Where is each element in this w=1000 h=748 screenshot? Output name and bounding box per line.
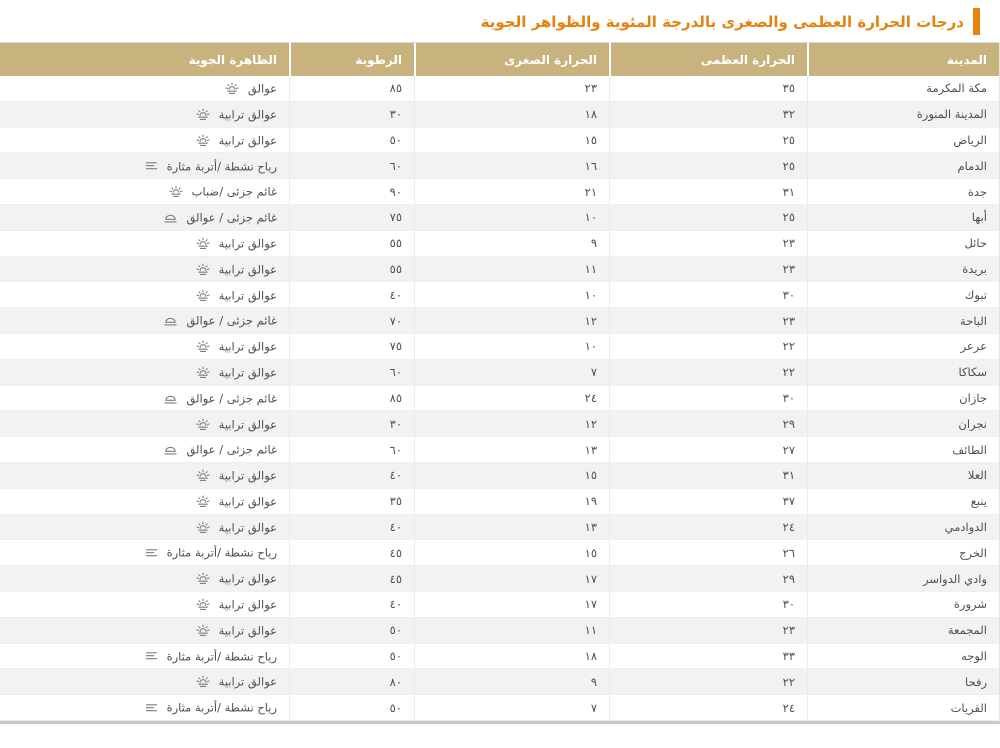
humidity-cell: ٧٥: [289, 205, 414, 231]
min-temp-cell: ١٥: [414, 540, 609, 566]
phenomenon-label: عوالق ترابية: [218, 571, 277, 586]
max-temp-cell: ٣٣: [609, 644, 807, 670]
city-cell: الوجه: [807, 644, 999, 670]
phenomenon-cell: [0, 153, 289, 179]
max-temp-cell: ٣٠: [609, 592, 807, 618]
phenomenon-label: عوالق ترابية: [218, 468, 277, 483]
phenomenon-label: رياح نشطة /أتربة مثارة: [166, 545, 277, 560]
humidity-cell: ٥٠: [289, 695, 414, 721]
phenomenon-label: عوالق ترابية: [218, 288, 277, 303]
humidity-cell: ٦٠: [289, 153, 414, 179]
min-temp-cell: ٩: [414, 669, 609, 695]
phenomenon-label: رياح نشطة /أتربة مثارة: [166, 649, 277, 664]
table-row: [0, 618, 999, 644]
haze-sun-icon: [225, 82, 239, 95]
table-row: [0, 566, 999, 592]
phenomenon-cell: [0, 592, 289, 618]
phenomenon-label: غائم جزئى / عوالق: [186, 210, 277, 225]
phenomenon-label: عوالق ترابية: [218, 365, 277, 380]
phenomenon-cell: [0, 515, 289, 541]
min-temp-cell: ٢٣: [414, 76, 609, 102]
max-temp-cell: ٣١: [609, 179, 807, 205]
max-temp-cell: ٢٩: [609, 566, 807, 592]
humidity-cell: ٤٥: [289, 540, 414, 566]
phenomenon-cell: [0, 386, 289, 412]
min-temp-cell: ١٩: [414, 489, 609, 515]
table-row: [0, 463, 999, 489]
humidity-cell: ٨٥: [289, 76, 414, 102]
table-row: [0, 515, 999, 541]
min-temp-cell: ١٢: [414, 308, 609, 334]
phenomenon-icon-slot: [196, 340, 210, 353]
table-row: [0, 489, 999, 515]
phenomenon-icon-slot: [163, 211, 178, 224]
max-temp-cell: ٢٢: [609, 334, 807, 360]
max-temp-cell: ٢٩: [609, 411, 807, 437]
city-cell: الباحة: [807, 308, 999, 334]
column-header-city: المدينة: [807, 43, 999, 76]
phenomenon-icon-slot: [145, 650, 158, 662]
phenomenon-icon-slot: [196, 237, 210, 250]
phenomenon-label: غائم جزئى / عوالق: [186, 442, 277, 457]
city-cell: جدة: [807, 179, 999, 205]
phenomenon-icon-slot: [145, 547, 158, 559]
min-temp-cell: ١٧: [414, 566, 609, 592]
max-temp-cell: ٢٣: [609, 257, 807, 283]
city-cell: العلا: [807, 463, 999, 489]
phenomenon-icon-slot: [196, 289, 210, 302]
phenomenon-cell: [0, 644, 289, 670]
max-temp-cell: ٢٢: [609, 669, 807, 695]
phenomenon-icon-slot: [196, 418, 210, 431]
min-temp-cell: ١٣: [414, 437, 609, 463]
min-temp-cell: ١٠: [414, 334, 609, 360]
haze-sun-icon: [196, 624, 210, 637]
column-header-humidity: الرطوبة: [289, 43, 414, 76]
humidity-cell: ٤٠: [289, 515, 414, 541]
humidity-cell: ٥٠: [289, 618, 414, 644]
city-cell: الدمام: [807, 153, 999, 179]
max-temp-cell: ٣٧: [609, 489, 807, 515]
humidity-cell: ٦٠: [289, 437, 414, 463]
humidity-cell: ٧٠: [289, 308, 414, 334]
column-header-phenomenon: الظاهرة الجوية: [0, 43, 289, 76]
table-row: [0, 102, 999, 128]
phenomenon-icon-slot: [163, 443, 178, 456]
phenomenon-icon-slot: [196, 521, 210, 534]
humidity-cell: ٣٥: [289, 489, 414, 515]
city-cell: وادي الدواسر: [807, 566, 999, 592]
phenomenon-label: عوالق ترابية: [218, 262, 277, 277]
phenomenon-cell: [0, 360, 289, 386]
phenomenon-label: عوالق ترابية: [218, 107, 277, 122]
phenomenon-icon-slot: [196, 134, 210, 147]
humidity-cell: ٤٠: [289, 592, 414, 618]
max-temp-cell: ٢٣: [609, 308, 807, 334]
min-temp-cell: ١٢: [414, 411, 609, 437]
phenomenon-cell: [0, 102, 289, 128]
phenomenon-icon-slot: [163, 392, 178, 405]
phenomenon-label: عوالق ترابية: [218, 133, 277, 148]
min-temp-cell: ٧: [414, 695, 609, 721]
phenomenon-cell: [0, 76, 289, 102]
humidity-cell: ٨٥: [289, 386, 414, 412]
phenomenon-label: غائم جزئى /ضباب: [191, 184, 277, 199]
city-cell: القريات: [807, 695, 999, 721]
phenomenon-icon-slot: [196, 675, 210, 688]
min-temp-cell: ١٠: [414, 205, 609, 231]
phenomenon-cell: [0, 669, 289, 695]
phenomenon-label: عوالق ترابية: [218, 236, 277, 251]
table-row: [0, 282, 999, 308]
phenomenon-icon-slot: [196, 598, 210, 611]
phenomenon-cell: [0, 128, 289, 154]
table-row: [0, 669, 999, 695]
humidity-cell: ٥٠: [289, 128, 414, 154]
humidity-cell: ٥٠: [289, 644, 414, 670]
haze-sun-icon: [196, 418, 210, 431]
city-cell: الرياض: [807, 128, 999, 154]
haze-sun-icon: [196, 521, 210, 534]
max-temp-cell: ٢٦: [609, 540, 807, 566]
table-row: [0, 695, 999, 721]
min-temp-cell: ١١: [414, 257, 609, 283]
city-cell: جازان: [807, 386, 999, 412]
min-temp-cell: ١١: [414, 618, 609, 644]
table-header-row: [0, 43, 999, 76]
phenomenon-icon-slot: [145, 160, 158, 172]
city-cell: حائل: [807, 231, 999, 257]
wind-icon: [145, 650, 158, 662]
page-title-bar: [0, 0, 1000, 42]
phenomenon-icon-slot: [145, 702, 158, 714]
phenomenon-cell: [0, 334, 289, 360]
phenomenon-icon-slot: [196, 263, 210, 276]
partly-cloudy-icon: [163, 392, 178, 405]
table-row: [0, 540, 999, 566]
table-row: [0, 128, 999, 154]
table-row: [0, 437, 999, 463]
min-temp-cell: ١٣: [414, 515, 609, 541]
max-temp-cell: ٣٥: [609, 76, 807, 102]
phenomenon-cell: [0, 282, 289, 308]
haze-sun-icon: [196, 134, 210, 147]
phenomenon-cell: [0, 566, 289, 592]
haze-sun-icon: [196, 675, 210, 688]
haze-sun-icon: [196, 469, 210, 482]
phenomenon-label: عوالق ترابية: [218, 520, 277, 535]
phenomenon-cell: [0, 489, 289, 515]
humidity-cell: ٤٠: [289, 282, 414, 308]
table-row: [0, 592, 999, 618]
table-row: [0, 76, 999, 102]
min-temp-cell: ٢١: [414, 179, 609, 205]
haze-sun-icon: [196, 572, 210, 585]
title-accent-bar: [973, 8, 980, 35]
min-temp-cell: ٧: [414, 360, 609, 386]
phenomenon-icon-slot: [225, 82, 239, 95]
phenomenon-cell: [0, 179, 289, 205]
humidity-cell: ٤٠: [289, 463, 414, 489]
phenomenon-label: عوالق ترابية: [218, 494, 277, 509]
haze-sun-icon: [196, 289, 210, 302]
page-title: درجات الحرارة العظمى والصغرى بالدرجة المئوية والظواهر الجوية: [480, 12, 964, 31]
weather-table: [0, 42, 1000, 724]
phenomenon-cell: [0, 618, 289, 644]
table-row: [0, 411, 999, 437]
table-row: [0, 231, 999, 257]
min-temp-cell: ١٥: [414, 463, 609, 489]
weather-table-body: [0, 76, 999, 721]
city-cell: نجران: [807, 411, 999, 437]
min-temp-cell: ١٥: [414, 128, 609, 154]
city-cell: بريدة: [807, 257, 999, 283]
phenomenon-label: غائم جزئى / عوالق: [186, 391, 277, 406]
max-temp-cell: ٢٤: [609, 515, 807, 541]
table-row: [0, 205, 999, 231]
phenomenon-label: عوالق ترابية: [218, 417, 277, 431]
phenomenon-label: رياح نشطة /أتربة مثارة: [166, 700, 277, 715]
wind-icon: [145, 160, 158, 172]
max-temp-cell: ٢٢: [609, 360, 807, 386]
max-temp-cell: ٢٣: [609, 231, 807, 257]
phenomenon-label: عوالق ترابية: [218, 597, 277, 612]
partly-cloudy-icon: [163, 211, 178, 224]
city-cell: المدينة المنورة: [807, 102, 999, 128]
phenomenon-icon-slot: [169, 185, 183, 198]
table-row: [0, 334, 999, 360]
phenomenon-icon-slot: [163, 314, 178, 327]
partly-cloudy-icon: [163, 314, 178, 327]
humidity-cell: ٩٠: [289, 179, 414, 205]
city-cell: عرعر: [807, 334, 999, 360]
humidity-cell: ٣٠: [289, 411, 414, 437]
humidity-cell: ٣٠: [289, 102, 414, 128]
min-temp-cell: ١٨: [414, 644, 609, 670]
phenomenon-cell: [0, 411, 289, 437]
phenomenon-label: رياح نشطة /أتربة مثارة: [166, 159, 277, 174]
city-cell: الطائف: [807, 437, 999, 463]
table-row: [0, 179, 999, 205]
min-temp-cell: ١٧: [414, 592, 609, 618]
city-cell: مكة المكرمة: [807, 76, 999, 102]
humidity-cell: ٧٥: [289, 334, 414, 360]
max-temp-cell: ٢٥: [609, 153, 807, 179]
max-temp-cell: ٢٥: [609, 205, 807, 231]
city-cell: رفحا: [807, 669, 999, 695]
table-row: [0, 386, 999, 412]
phenomenon-icon-slot: [196, 495, 210, 508]
city-cell: ينبع: [807, 489, 999, 515]
max-temp-cell: ٢٣: [609, 618, 807, 644]
table-row: [0, 644, 999, 670]
table-row: [0, 308, 999, 334]
max-temp-cell: ٣٢: [609, 102, 807, 128]
city-cell: أبها: [807, 205, 999, 231]
haze-sun-icon: [196, 108, 210, 121]
phenomenon-cell: [0, 463, 289, 489]
phenomenon-label: عوالق ترابية: [218, 623, 277, 638]
phenomenon-label: عوالق ترابية: [218, 339, 277, 354]
max-temp-cell: ٢٥: [609, 128, 807, 154]
phenomenon-icon-slot: [196, 366, 210, 379]
haze-sun-icon: [196, 495, 210, 508]
min-temp-cell: ٢٤: [414, 386, 609, 412]
city-cell: المجمعة: [807, 618, 999, 644]
city-cell: سكاكا: [807, 360, 999, 386]
phenomenon-cell: [0, 205, 289, 231]
min-temp-cell: ١٨: [414, 102, 609, 128]
table-row: [0, 257, 999, 283]
phenomenon-cell: [0, 540, 289, 566]
haze-sun-icon: [196, 598, 210, 611]
table-row: [0, 153, 999, 179]
phenomenon-cell: [0, 695, 289, 721]
table-row: [0, 360, 999, 386]
humidity-cell: ٥٥: [289, 257, 414, 283]
haze-sun-icon: [196, 340, 210, 353]
column-header-min-temp: الحرارة الصغرى: [414, 43, 609, 76]
phenomenon-icon-slot: [196, 624, 210, 637]
humidity-cell: ٥٥: [289, 231, 414, 257]
phenomenon-label: غائم جزئى / عوالق: [186, 313, 277, 328]
phenomenon-cell: [0, 257, 289, 283]
column-header-max-temp: الحرارة العظمى: [609, 43, 807, 76]
phenomenon-label: عوالق: [247, 81, 277, 96]
phenomenon-icon-slot: [196, 108, 210, 121]
max-temp-cell: ٣٠: [609, 386, 807, 412]
city-cell: الدوادمي: [807, 515, 999, 541]
haze-sun-icon: [169, 185, 183, 198]
city-cell: شرورة: [807, 592, 999, 618]
city-cell: تبوك: [807, 282, 999, 308]
phenomenon-icon-slot: [196, 572, 210, 585]
min-temp-cell: ١٠: [414, 282, 609, 308]
max-temp-cell: ٣١: [609, 463, 807, 489]
max-temp-cell: ٣٠: [609, 282, 807, 308]
wind-icon: [145, 702, 158, 714]
haze-sun-icon: [196, 366, 210, 379]
partly-cloudy-icon: [163, 443, 178, 456]
humidity-cell: ٦٠: [289, 360, 414, 386]
phenomenon-cell: [0, 231, 289, 257]
haze-sun-icon: [196, 263, 210, 276]
phenomenon-label: عوالق ترابية: [218, 674, 277, 689]
humidity-cell: ٤٥: [289, 566, 414, 592]
phenomenon-cell: [0, 437, 289, 463]
haze-sun-icon: [196, 237, 210, 250]
phenomenon-cell: [0, 308, 289, 334]
city-cell: الخرج: [807, 540, 999, 566]
wind-icon: [145, 547, 158, 559]
min-temp-cell: ١٦: [414, 153, 609, 179]
min-temp-cell: ٩: [414, 231, 609, 257]
max-temp-cell: ٢٤: [609, 695, 807, 721]
phenomenon-icon-slot: [196, 469, 210, 482]
max-temp-cell: ٢٧: [609, 437, 807, 463]
humidity-cell: ٨٠: [289, 669, 414, 695]
